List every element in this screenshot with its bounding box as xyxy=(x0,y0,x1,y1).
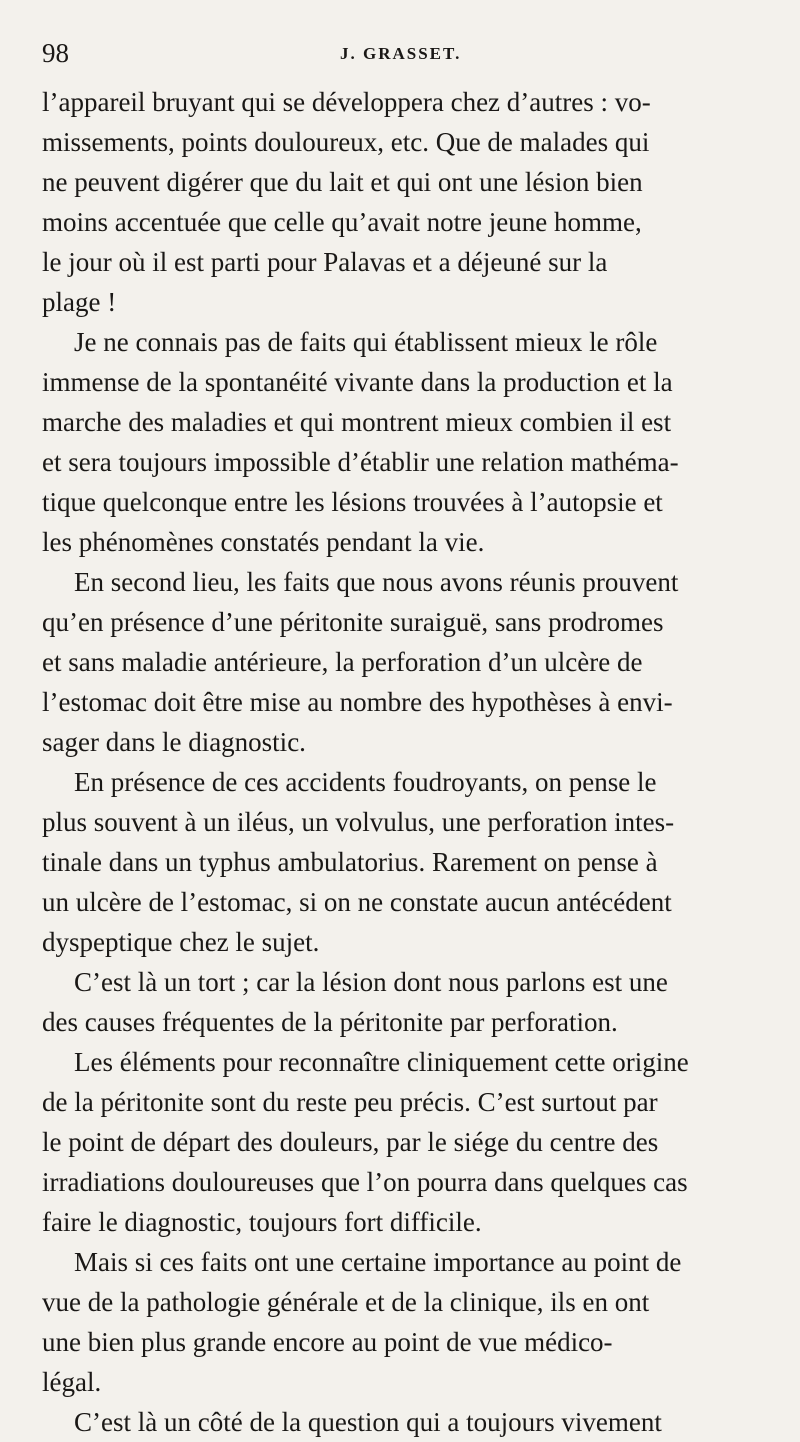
text-line: Les éléments pour reconnaître cliniquement cette origine xyxy=(74,1047,689,1077)
text-line: plage ! xyxy=(42,287,117,317)
text-line: immense de la spontanéité vivante dans la production et la xyxy=(42,367,673,397)
text-line: C’est là un côté de la question qui a toujours vivement xyxy=(74,1407,662,1437)
text-line: Je ne connais pas de faits qui établissent mieux le rôle xyxy=(74,327,658,357)
text-line: légal. xyxy=(42,1367,102,1397)
text-line: et sans maladie antérieure, la perforation d’un ulcère de xyxy=(42,647,643,677)
text-line: qu’en présence d’une péritonite suraiguë, sans prodromes xyxy=(42,607,664,637)
text-line: l’estomac doit être mise au nombre des hypothèses à envi- xyxy=(42,687,673,717)
text-line: En présence de ces accidents foudroyants, on pense le xyxy=(74,767,657,797)
text-line: Mais si ces faits ont une certaine importance au point de xyxy=(74,1247,682,1277)
text-line: le jour où il est parti pour Palavas et a déjeuné sur la xyxy=(42,247,608,277)
text-line: et sera toujours impossible d’établir une relation mathéma- xyxy=(42,447,679,477)
text-line: tinale dans un typhus ambulatorius. Rarement on pense à xyxy=(42,847,658,877)
page-number: 98 xyxy=(42,38,69,68)
running-head: J. GRASSET. xyxy=(340,44,462,63)
text-line: dyspeptique chez le sujet. xyxy=(42,927,320,957)
page-header xyxy=(42,38,768,74)
text-line: des causes fréquentes de la péritonite par perforation. xyxy=(42,1007,618,1037)
text-line: missements, points douloureux, etc. Que de malades qui xyxy=(42,127,650,157)
show-through-head xyxy=(356,6,362,27)
body-text xyxy=(42,82,766,1442)
text-line: marche des maladies et qui montrent mieux combien il est xyxy=(42,407,672,437)
text-line: ne peuvent digérer que du lait et qui ont une lésion bien xyxy=(42,167,643,197)
text-line: une bien plus grande encore au point de vue médico- xyxy=(42,1327,613,1357)
text-line: moins accentuée que celle qu’avait notre jeune homme, xyxy=(42,207,642,237)
text-line: le point de départ des douleurs, par le siége du centre des xyxy=(42,1127,659,1157)
text-line: tique quelconque entre les lésions trouvées à l’autopsie et xyxy=(42,487,663,517)
text-line: les phénomènes constatés pendant la vie. xyxy=(42,527,485,557)
text-line: faire le diagnostic, toujours fort difficile. xyxy=(42,1207,482,1237)
text-line: plus souvent à un iléus, un volvulus, une perforation intes- xyxy=(42,807,675,837)
text-line: C’est là un tort ; car la lésion dont nous parlons est une xyxy=(74,967,668,997)
text-line: En second lieu, les faits que nous avons réunis prouvent xyxy=(74,567,679,597)
text-line: irradiations douloureuses que l’on pourra dans quelques cas xyxy=(42,1167,688,1197)
text-line: sager dans le diagnostic. xyxy=(42,727,306,757)
text-line: vue de la pathologie générale et de la clinique, ils en ont xyxy=(42,1287,650,1317)
text-line: l’appareil bruyant qui se développera chez d’autres : vo- xyxy=(42,87,651,117)
text-line: de la péritonite sont du reste peu précis. C’est surtout par xyxy=(42,1087,658,1117)
text-line: un ulcère de l’estomac, si on ne constate aucun antécédent xyxy=(42,887,672,917)
